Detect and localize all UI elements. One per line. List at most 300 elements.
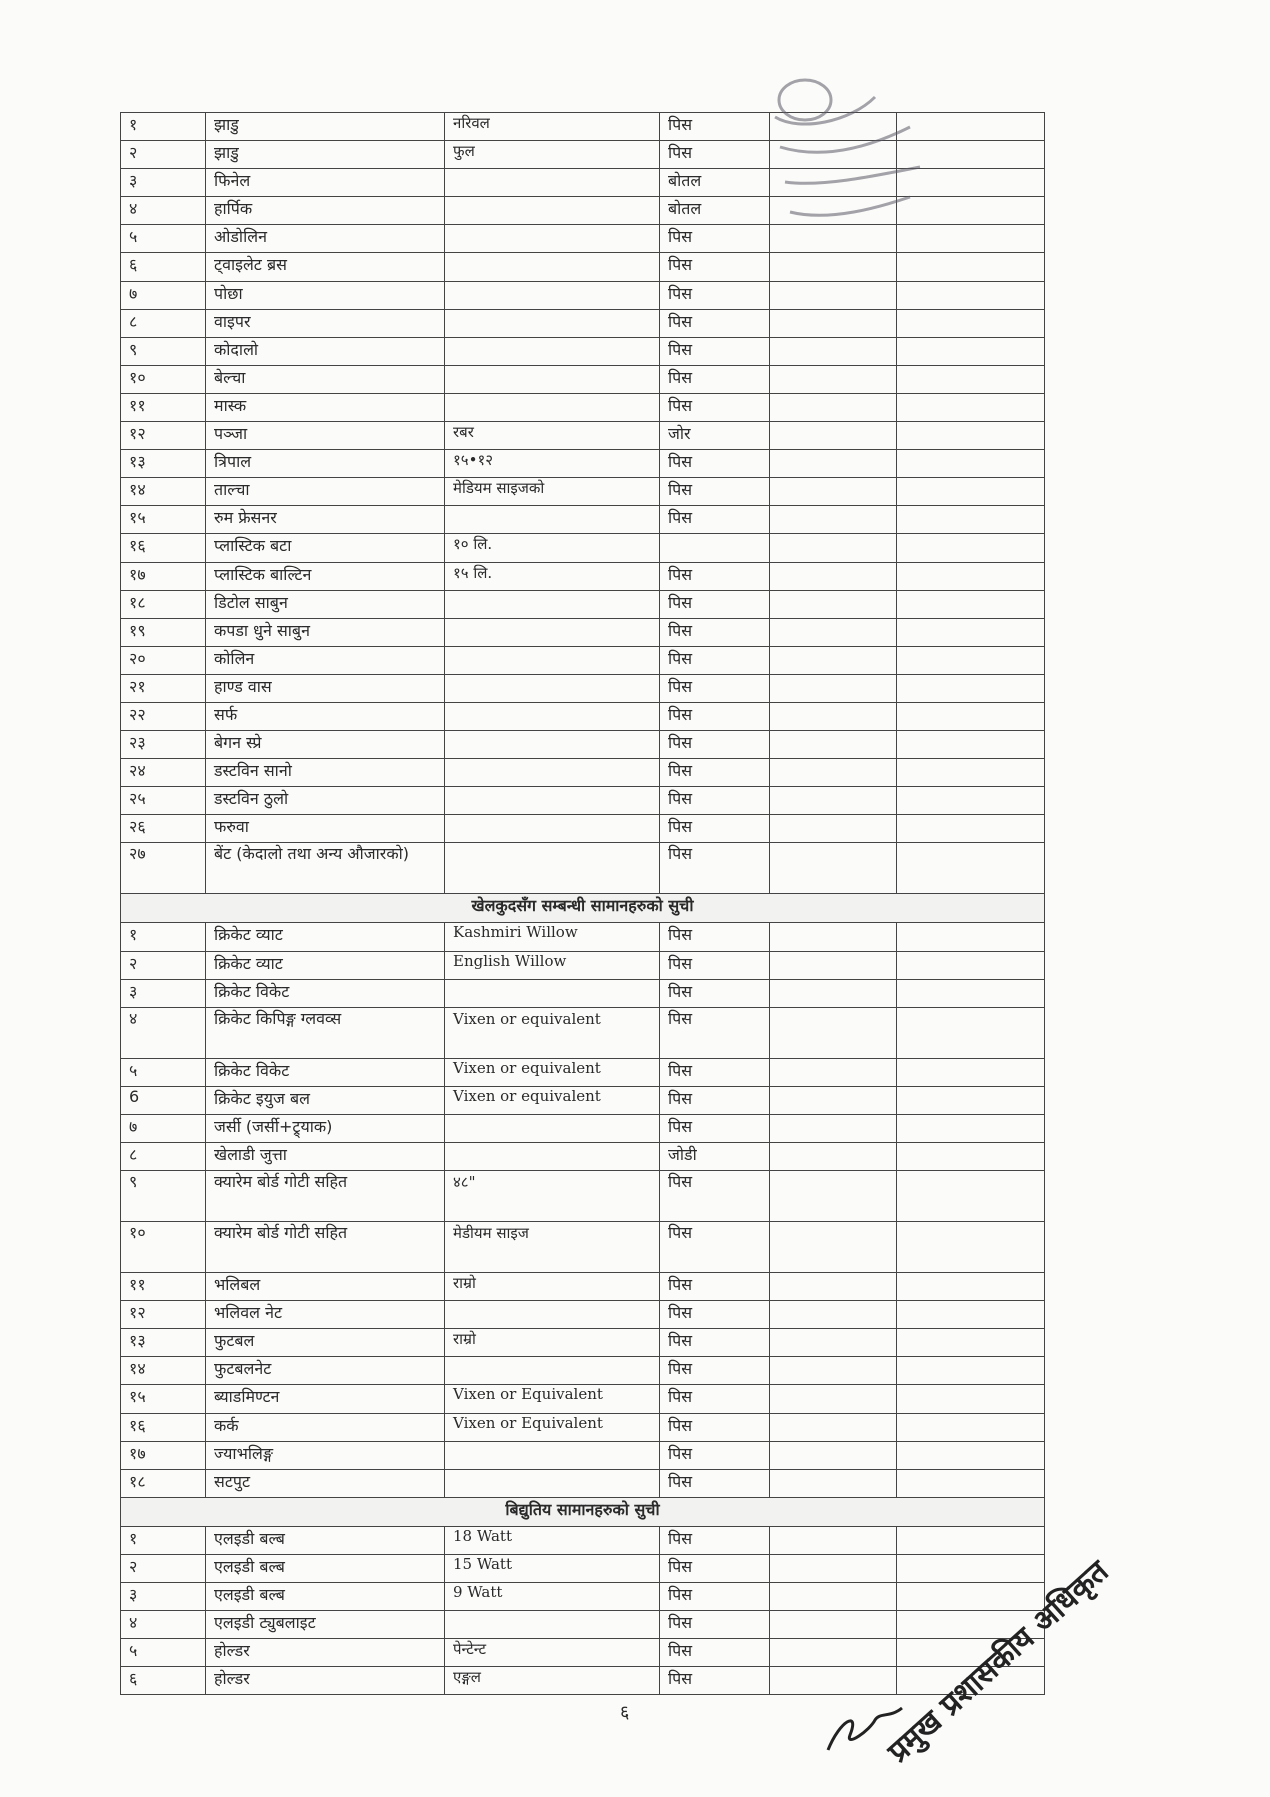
unit-cell: पिस [660, 1583, 770, 1611]
serial-number-cell: ४ [121, 1611, 206, 1639]
quantity-cell [770, 759, 897, 787]
serial-number-cell: ११ [121, 1273, 206, 1301]
serial-number-cell: ३ [121, 979, 206, 1007]
serial-number-cell: १६ [121, 1413, 206, 1441]
unit-cell: पिस [660, 1058, 770, 1086]
table-row [121, 1357, 1045, 1385]
remarks-cell [897, 590, 1045, 618]
remarks-cell [897, 1007, 1045, 1058]
item-name-cell: क्रिकेट विकेट [206, 979, 445, 1007]
specification-cell: 18 Watt [445, 1526, 660, 1554]
quantity-cell [770, 1222, 897, 1273]
serial-number-cell: २ [121, 141, 206, 169]
specification-cell [445, 731, 660, 759]
remarks-cell [897, 1441, 1045, 1469]
quantity-cell [770, 1273, 897, 1301]
remarks-cell [897, 534, 1045, 562]
specification-cell [445, 1611, 660, 1639]
table-row [121, 674, 1045, 702]
table-row [121, 1273, 1045, 1301]
unit-cell: पिस [660, 506, 770, 534]
specification-cell [445, 169, 660, 197]
unit-cell: जोडी [660, 1143, 770, 1171]
item-name-cell: डस्टविन ठुलो [206, 787, 445, 815]
remarks-cell [897, 478, 1045, 506]
specification-cell [445, 1143, 660, 1171]
quantity-cell [770, 1413, 897, 1441]
item-name-cell: बेल्चा [206, 365, 445, 393]
specification-cell [445, 1114, 660, 1142]
unit-cell: पिस [660, 1667, 770, 1695]
remarks-cell [897, 1114, 1045, 1142]
unit-cell: पिस [660, 1441, 770, 1469]
serial-number-cell: ३ [121, 1583, 206, 1611]
item-name-cell: डिटोल साबुन [206, 590, 445, 618]
unit-cell: पिस [660, 731, 770, 759]
quantity-cell [770, 534, 897, 562]
remarks-cell [897, 506, 1045, 534]
specification-cell: Vixen or equivalent [445, 1007, 660, 1058]
quantity-cell [770, 506, 897, 534]
specification-cell [445, 197, 660, 225]
remarks-cell [897, 787, 1045, 815]
specification-cell: Vixen or Equivalent [445, 1385, 660, 1413]
table-row [121, 1554, 1045, 1582]
specification-cell [445, 253, 660, 281]
quantity-cell [770, 1469, 897, 1497]
serial-number-cell: १८ [121, 590, 206, 618]
serial-number-cell: ५ [121, 1639, 206, 1667]
table-row [121, 1329, 1045, 1357]
table-row [121, 1171, 1045, 1222]
item-name-cell: क्रिकेट किपिङ्ग ग्लवव्स [206, 1007, 445, 1058]
specification-cell: एङ्गल [445, 1667, 660, 1695]
unit-cell: पिस [660, 281, 770, 309]
specification-cell [445, 674, 660, 702]
unit-cell: पिस [660, 1171, 770, 1222]
item-name-cell: फिनेल [206, 169, 445, 197]
specification-cell [445, 337, 660, 365]
unit-cell: पिस [660, 590, 770, 618]
remarks-cell [897, 1385, 1045, 1413]
unit-cell [660, 534, 770, 562]
item-name-cell: जर्सी (जर्सी+ट्र्याक) [206, 1114, 445, 1142]
table-row [121, 815, 1045, 843]
specification-cell [445, 787, 660, 815]
table-row [121, 731, 1045, 759]
specification-cell: नरिवल [445, 113, 660, 141]
quantity-cell [770, 1554, 897, 1582]
specification-cell [445, 646, 660, 674]
item-name-cell: होल्डर [206, 1667, 445, 1695]
item-name-cell: बेगन स्प्रे [206, 731, 445, 759]
table-row [121, 1441, 1045, 1469]
unit-cell: पिस [660, 113, 770, 141]
remarks-cell [897, 281, 1045, 309]
item-name-cell: क्रिकेट व्याट [206, 923, 445, 951]
table-row [121, 923, 1045, 951]
item-name-cell: भलिवल नेट [206, 1301, 445, 1329]
serial-number-cell: १ [121, 113, 206, 141]
item-name-cell: रुम फ्रेसनर [206, 506, 445, 534]
specification-cell [445, 843, 660, 894]
remarks-cell [897, 393, 1045, 421]
remarks-cell [897, 759, 1045, 787]
item-name-cell: प्लास्टिक बटा [206, 534, 445, 562]
serial-number-cell: ९ [121, 337, 206, 365]
unit-cell: बोतल [660, 169, 770, 197]
item-name-cell: ब्याडमिण्टन [206, 1385, 445, 1413]
unit-cell: पिस [660, 923, 770, 951]
serial-number-cell: १० [121, 1222, 206, 1273]
specification-cell: Kashmiri Willow [445, 923, 660, 951]
table-row [121, 759, 1045, 787]
item-name-cell: ज्याभलिङ्ग [206, 1441, 445, 1469]
unit-cell: पिस [660, 1301, 770, 1329]
serial-number-cell: १७ [121, 562, 206, 590]
unit-cell: पिस [660, 1086, 770, 1114]
unit-cell: पिस [660, 1222, 770, 1273]
unit-cell: पिस [660, 337, 770, 365]
item-name-cell: कपडा धुने साबुन [206, 618, 445, 646]
item-name-cell: एलइडी बल्ब [206, 1526, 445, 1554]
item-name-cell: झाडु [206, 141, 445, 169]
table-row [121, 1143, 1045, 1171]
quantity-cell [770, 702, 897, 730]
specification-cell [445, 365, 660, 393]
specification-cell: 15 Watt [445, 1554, 660, 1582]
section-header-row [121, 1497, 1045, 1526]
unit-cell: पिस [660, 787, 770, 815]
remarks-cell [897, 337, 1045, 365]
table-row [121, 281, 1045, 309]
remarks-cell [897, 309, 1045, 337]
serial-number-cell: १३ [121, 450, 206, 478]
serial-number-cell: १० [121, 365, 206, 393]
unit-cell: पिस [660, 843, 770, 894]
quantity-cell [770, 1171, 897, 1222]
specification-cell: १५ लि. [445, 562, 660, 590]
quantity-cell [770, 674, 897, 702]
table-row [121, 337, 1045, 365]
unit-cell: पिस [660, 1526, 770, 1554]
serial-number-cell: २१ [121, 674, 206, 702]
serial-number-cell: २२ [121, 702, 206, 730]
quantity-cell [770, 815, 897, 843]
section-header-row [121, 894, 1045, 923]
remarks-cell [897, 843, 1045, 894]
remarks-cell [897, 923, 1045, 951]
serial-number-cell: ६ [121, 253, 206, 281]
serial-number-cell: १२ [121, 422, 206, 450]
serial-number-cell: १ [121, 923, 206, 951]
quantity-cell [770, 337, 897, 365]
unit-cell: जोर [660, 422, 770, 450]
serial-number-cell: ९ [121, 1171, 206, 1222]
item-name-cell: फुटबलनेट [206, 1357, 445, 1385]
serial-number-cell: १७ [121, 1441, 206, 1469]
quantity-cell [770, 309, 897, 337]
quantity-cell [770, 1441, 897, 1469]
serial-number-cell: ५ [121, 1058, 206, 1086]
unit-cell: पिस [660, 1114, 770, 1142]
item-name-cell: ट्वाइलेट ब्रस [206, 253, 445, 281]
table-row [121, 1413, 1045, 1441]
specification-cell: १० लि. [445, 534, 660, 562]
item-name-cell: सटपुट [206, 1469, 445, 1497]
remarks-cell [897, 702, 1045, 730]
serial-number-cell: १४ [121, 1357, 206, 1385]
remarks-cell [897, 450, 1045, 478]
unit-cell: पिस [660, 365, 770, 393]
table-row [121, 1526, 1045, 1554]
item-name-cell: एलइडी बल्ब [206, 1583, 445, 1611]
unit-cell: बोतल [660, 197, 770, 225]
table-row [121, 393, 1045, 421]
item-name-cell: कर्क [206, 1413, 445, 1441]
remarks-cell [897, 1469, 1045, 1497]
table-row [121, 562, 1045, 590]
serial-number-cell: ६ [121, 1667, 206, 1695]
serial-number-cell: ७ [121, 1114, 206, 1142]
remarks-cell [897, 815, 1045, 843]
specification-cell [445, 1357, 660, 1385]
serial-number-cell: २० [121, 646, 206, 674]
item-name-cell: पञ्जा [206, 422, 445, 450]
serial-number-cell: १८ [121, 1469, 206, 1497]
specification-cell: Vixen or equivalent [445, 1086, 660, 1114]
item-name-cell: होल्डर [206, 1639, 445, 1667]
remarks-cell [897, 951, 1045, 979]
quantity-cell [770, 843, 897, 894]
item-name-cell: ओडोलिन [206, 225, 445, 253]
table-row [121, 618, 1045, 646]
unit-cell: पिस [660, 1357, 770, 1385]
remarks-cell [897, 979, 1045, 1007]
quantity-cell [770, 979, 897, 1007]
item-name-cell: ताल्चा [206, 478, 445, 506]
unit-cell: पिस [660, 1413, 770, 1441]
unit-cell: पिस [660, 674, 770, 702]
table-row [121, 506, 1045, 534]
specification-cell: रबर [445, 422, 660, 450]
unit-cell: पिस [660, 562, 770, 590]
remarks-cell [897, 1086, 1045, 1114]
quantity-cell [770, 365, 897, 393]
serial-number-cell: १२ [121, 1301, 206, 1329]
specification-cell: Vixen or equivalent [445, 1058, 660, 1086]
table-row [121, 1301, 1045, 1329]
table-row [121, 1114, 1045, 1142]
quantity-cell [770, 1301, 897, 1329]
remarks-cell [897, 618, 1045, 646]
table-row [121, 787, 1045, 815]
item-name-cell: भलिबल [206, 1273, 445, 1301]
item-name-cell: वाइपर [206, 309, 445, 337]
table-row [121, 1007, 1045, 1058]
table-row [121, 422, 1045, 450]
specification-cell: मेडियम साइजको [445, 478, 660, 506]
unit-cell: पिस [660, 309, 770, 337]
unit-cell: पिस [660, 759, 770, 787]
quantity-cell [770, 1329, 897, 1357]
sports-section-title: खेलकुदसँग सम्बन्धी सामानहरुको सुची [121, 894, 1045, 923]
unit-cell: पिस [660, 225, 770, 253]
remarks-cell [897, 1554, 1045, 1582]
specification-cell [445, 1301, 660, 1329]
quantity-cell [770, 1143, 897, 1171]
unit-cell: पिस [660, 702, 770, 730]
item-name-cell: सर्फ [206, 702, 445, 730]
item-name-cell: झाडु [206, 113, 445, 141]
quantity-cell [770, 646, 897, 674]
quantity-cell [770, 590, 897, 618]
specification-cell: Vixen or Equivalent [445, 1413, 660, 1441]
serial-number-cell: ५ [121, 225, 206, 253]
serial-number-cell: १४ [121, 478, 206, 506]
quantity-cell [770, 731, 897, 759]
specification-cell [445, 281, 660, 309]
specification-cell: पेन्टेन्ट [445, 1639, 660, 1667]
unit-cell: पिस [660, 253, 770, 281]
serial-number-cell: १५ [121, 1385, 206, 1413]
item-name-cell: मास्क [206, 393, 445, 421]
unit-cell: पिस [660, 1007, 770, 1058]
item-name-cell: फरुवा [206, 815, 445, 843]
serial-number-cell: २ [121, 951, 206, 979]
table-row [121, 590, 1045, 618]
table-row [121, 1469, 1045, 1497]
specification-cell: English Willow [445, 951, 660, 979]
serial-number-cell: ८ [121, 309, 206, 337]
remarks-cell [897, 1357, 1045, 1385]
table-row [121, 309, 1045, 337]
item-name-cell: डस्टविन सानो [206, 759, 445, 787]
table-row [121, 646, 1045, 674]
item-name-cell: बेंट (केदालो तथा अन्य औजारको) [206, 843, 445, 894]
remarks-cell [897, 1222, 1045, 1273]
specification-cell: १५•१२ [445, 450, 660, 478]
serial-number-cell: २६ [121, 815, 206, 843]
unit-cell: पिस [660, 1329, 770, 1357]
remarks-cell [897, 646, 1045, 674]
item-name-cell: एलइडी बल्ब [206, 1554, 445, 1582]
remarks-cell [897, 1301, 1045, 1329]
unit-cell: पिस [660, 1611, 770, 1639]
specification-cell: राम्रो [445, 1329, 660, 1357]
quantity-cell [770, 618, 897, 646]
serial-number-cell: ४ [121, 197, 206, 225]
item-name-cell: पोछा [206, 281, 445, 309]
table-row [121, 702, 1045, 730]
serial-number-cell: १ [121, 1526, 206, 1554]
specification-cell [445, 759, 660, 787]
item-name-cell: क्यारेम बोर्ड गोटी सहित [206, 1222, 445, 1273]
quantity-cell [770, 1357, 897, 1385]
table-row [121, 843, 1045, 894]
serial-number-cell: १९ [121, 618, 206, 646]
remarks-cell [897, 731, 1045, 759]
unit-cell: पिस [660, 1554, 770, 1582]
specification-cell: 9 Watt [445, 1583, 660, 1611]
remarks-cell [897, 1143, 1045, 1171]
serial-number-cell: ७ [121, 281, 206, 309]
specification-cell [445, 979, 660, 1007]
serial-number-cell: २ [121, 1554, 206, 1582]
specification-cell: राम्रो [445, 1273, 660, 1301]
item-name-cell: क्रिकेट विकेट [206, 1058, 445, 1086]
quantity-cell [770, 1058, 897, 1086]
electrical-section-title: बिद्युतिय सामानहरुको सुची [121, 1497, 1045, 1526]
quantity-cell [770, 1086, 897, 1114]
unit-cell: पिस [660, 646, 770, 674]
quantity-cell [770, 1007, 897, 1058]
specification-cell [445, 309, 660, 337]
table-row [121, 534, 1045, 562]
remarks-cell [897, 1058, 1045, 1086]
item-name-cell: त्रिपाल [206, 450, 445, 478]
specification-cell [445, 225, 660, 253]
item-name-cell: एलइडी ट्युबलाइट [206, 1611, 445, 1639]
serial-number-cell: १६ [121, 534, 206, 562]
quantity-cell [770, 951, 897, 979]
table-row [121, 478, 1045, 506]
serial-number-cell: १५ [121, 506, 206, 534]
table-row [121, 1058, 1045, 1086]
item-name-cell: कोदालो [206, 337, 445, 365]
remarks-cell [897, 422, 1045, 450]
serial-number-cell: २५ [121, 787, 206, 815]
unit-cell: पिस [660, 1469, 770, 1497]
remarks-cell [897, 1413, 1045, 1441]
item-name-cell: हाण्ड वास [206, 674, 445, 702]
remarks-cell [897, 1273, 1045, 1301]
quantity-cell [770, 1385, 897, 1413]
quantity-cell [770, 422, 897, 450]
unit-cell: पिस [660, 618, 770, 646]
specification-cell [445, 1469, 660, 1497]
item-name-cell: हार्पिक [206, 197, 445, 225]
serial-number-cell: 6 [121, 1086, 206, 1114]
signatory-designation: प्रमुख प्रशासकीय अधिकृत [881, 1554, 1116, 1770]
unit-cell: पिस [660, 478, 770, 506]
unit-cell: पिस [660, 141, 770, 169]
unit-cell: पिस [660, 450, 770, 478]
quantity-cell [770, 478, 897, 506]
quantity-cell [770, 1526, 897, 1554]
specification-cell: मेडीयम साइज [445, 1222, 660, 1273]
item-name-cell: क्रिकेट व्याट [206, 951, 445, 979]
item-name-cell: कोलिन [206, 646, 445, 674]
remarks-cell [897, 1171, 1045, 1222]
unit-cell: पिस [660, 979, 770, 1007]
remarks-cell [897, 674, 1045, 702]
serial-number-cell: २३ [121, 731, 206, 759]
page-number: ६ [620, 1702, 630, 1723]
table-row [121, 1086, 1045, 1114]
item-name-cell: प्लास्टिक बाल्टिन [206, 562, 445, 590]
items-table [120, 112, 1045, 1695]
specification-cell: फुल [445, 141, 660, 169]
unit-cell: पिस [660, 1273, 770, 1301]
signature-block [820, 1554, 1120, 1770]
quantity-cell [770, 562, 897, 590]
serial-number-cell: २७ [121, 843, 206, 894]
specification-cell [445, 618, 660, 646]
quantity-cell [770, 281, 897, 309]
serial-number-cell: ८ [121, 1143, 206, 1171]
item-name-cell: क्रिकेट इयुज बल [206, 1086, 445, 1114]
